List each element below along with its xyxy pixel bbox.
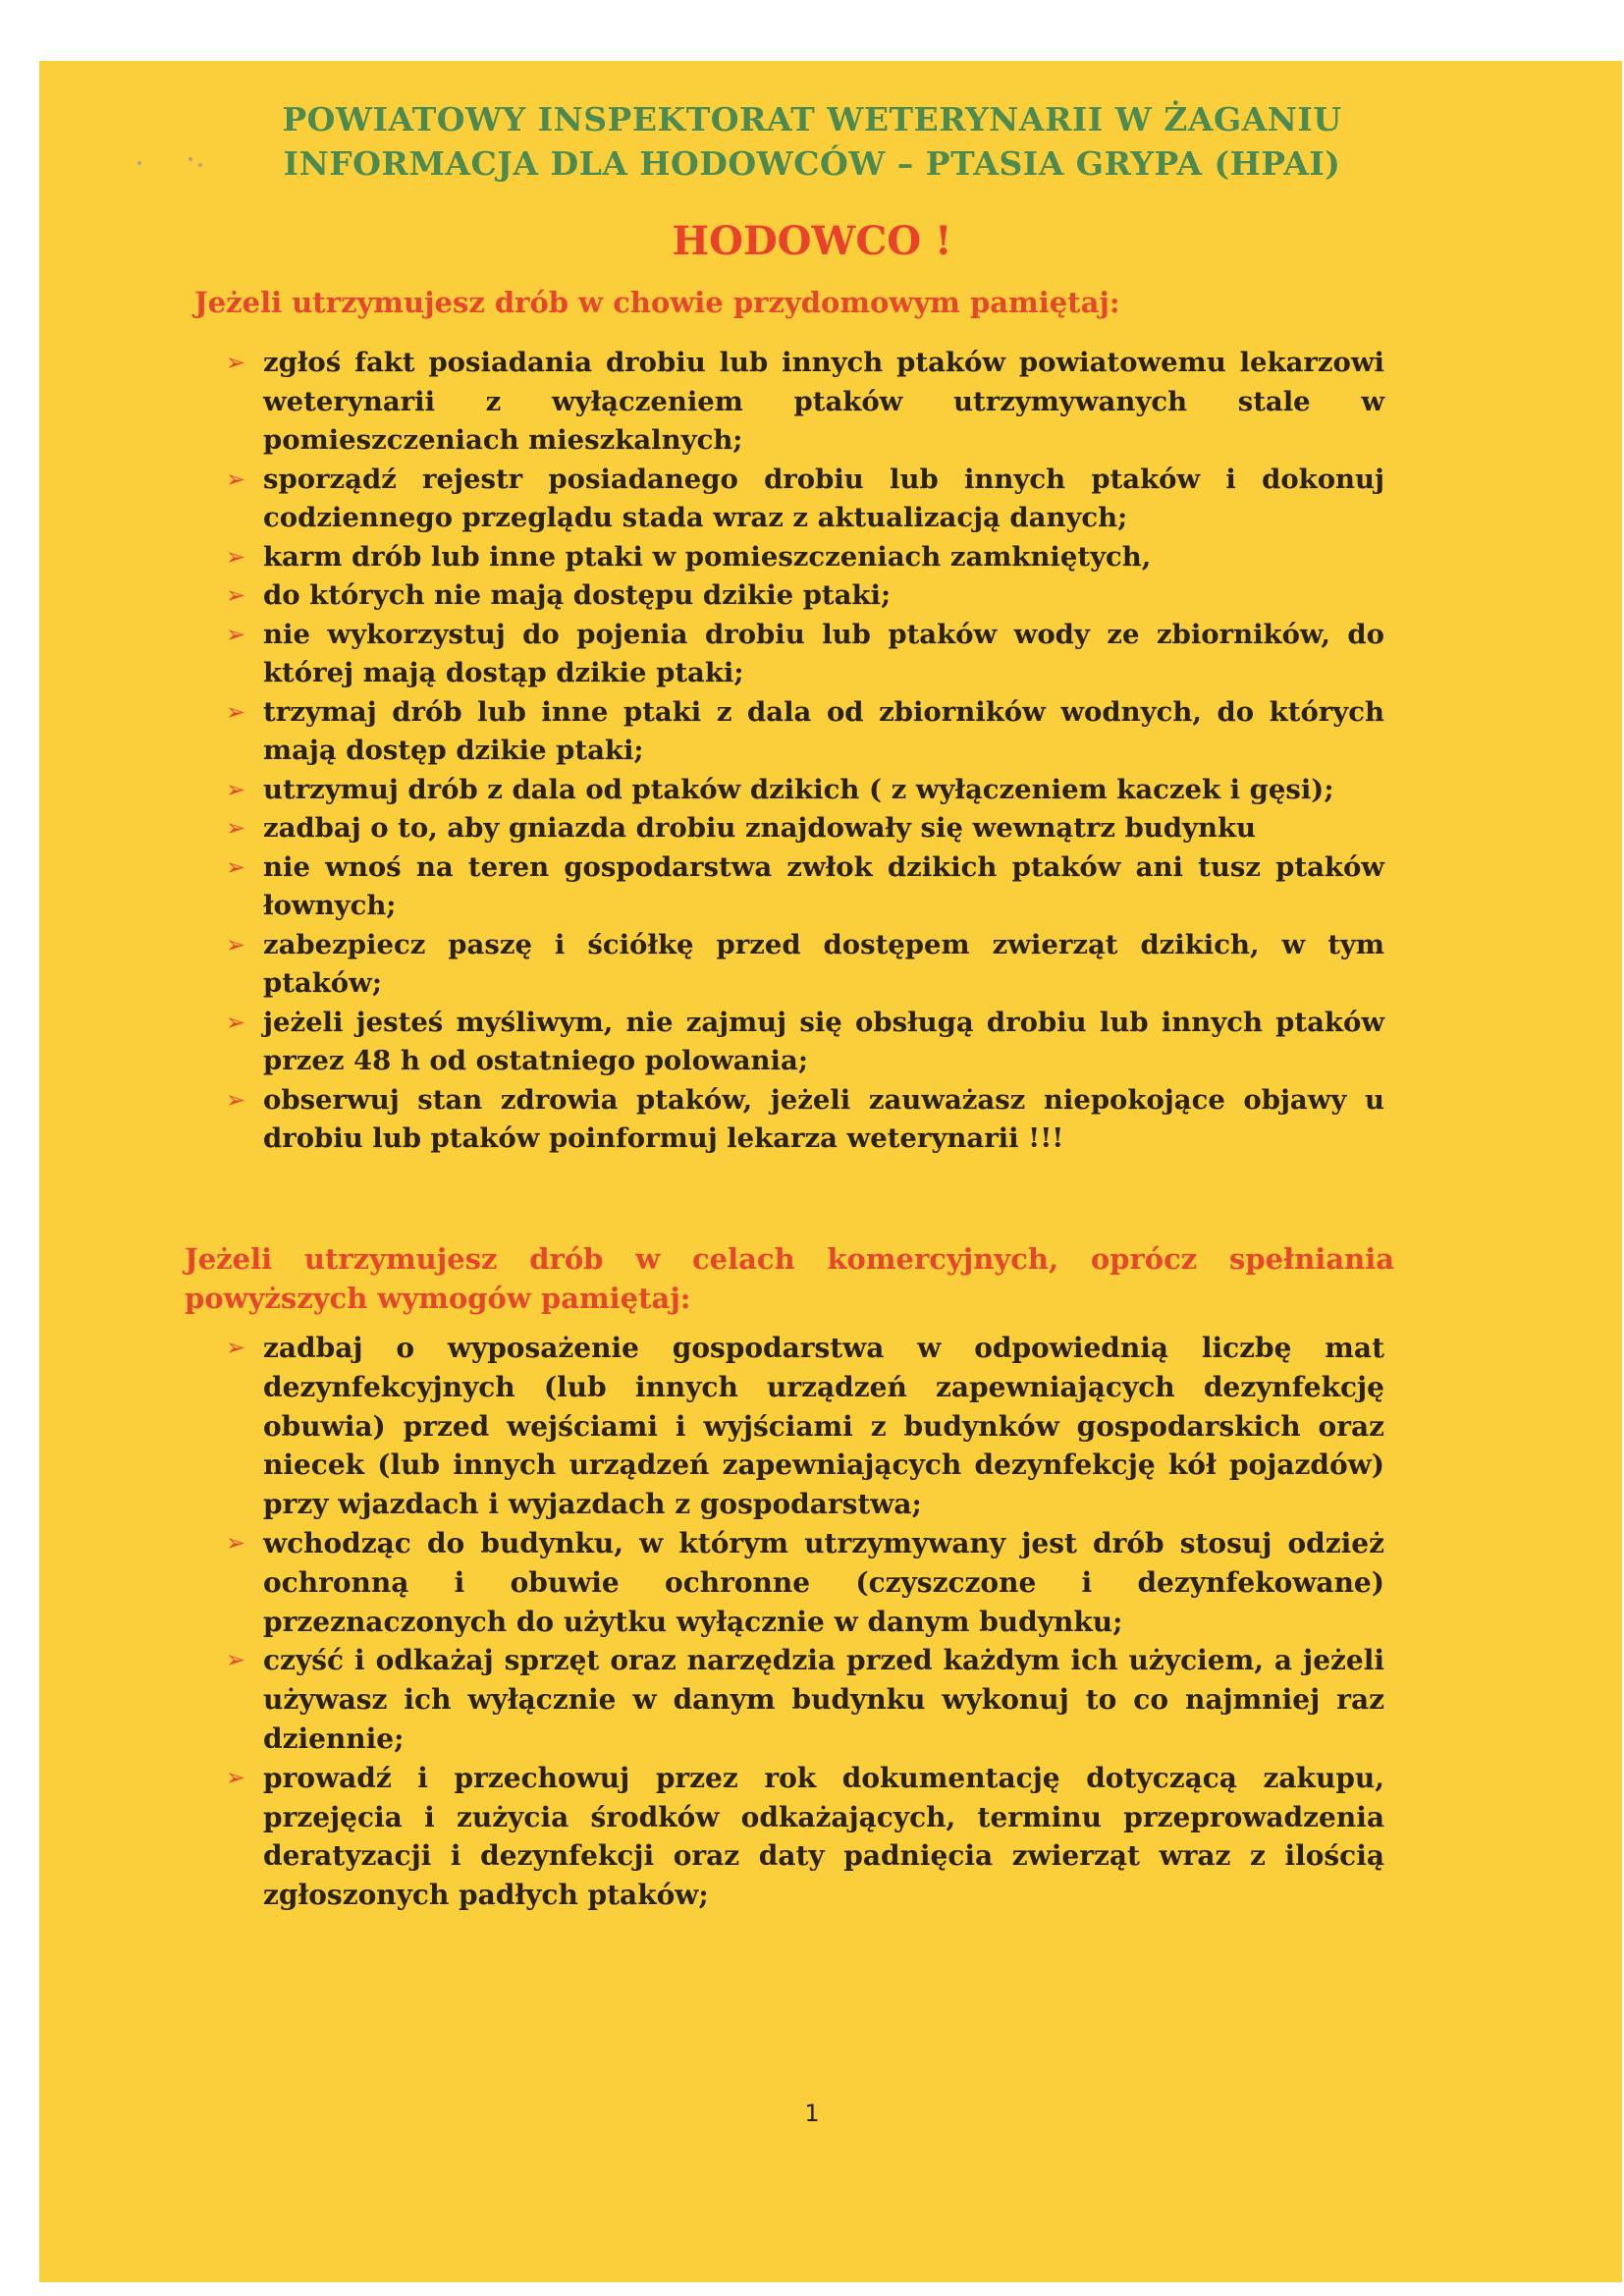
list-item-text: wchodząc do budynku, w którym utrzymywany jest drób stosuj odzież ochronną i obuwie ochronne (czyszczone i dezynfekowane) przeznaczonych do użytku wyłącznie w danym budynku; (263, 1526, 1384, 1638)
arrow-bullet-icon: ➢ (226, 620, 246, 648)
list-item-text: nie wnoś na teren gospodarstwa zwłok dzikich ptaków ani tusz ptaków łownych; (263, 850, 1384, 921)
arrow-bullet-icon: ➢ (226, 930, 246, 958)
list-item-text: czyść i odkażaj sprzęt oraz narzędzia przed każdym ich użyciem, a jeżeli używasz ich wyłącznie w danym budynku wykonuj to co najmniej raz dziennie; (263, 1644, 1384, 1755)
list-item-text: zadbaj o to, aby gniazda drobiu znajdowały się wewnątrz budynku (263, 812, 1257, 844)
arrow-bullet-icon: ➢ (226, 1334, 246, 1361)
arrow-bullet-icon: ➢ (226, 1528, 246, 1557)
list-item-text: obserwuj stan zdrowia ptaków, jeżeli zauważasz niepokojące objawy u drobiu lub ptaków poinformuj lekarza weterynarii !!! (263, 1083, 1384, 1154)
list-item (226, 1081, 1384, 1159)
list-item (226, 693, 1384, 771)
list-item (226, 461, 1384, 538)
arrow-bullet-icon: ➢ (226, 1763, 246, 1791)
arrow-bullet-icon: ➢ (226, 1085, 246, 1114)
list-item (226, 616, 1384, 693)
list-item (226, 926, 1384, 1004)
section-heading-backyard: Jeżeli utrzymujesz drób w chowie przydomowym pamiętaj: (194, 286, 1120, 319)
list-item-text: karm drób lub inne ptaki w pomieszczeniach zamkniętych, (263, 540, 1152, 573)
list-item (226, 809, 1384, 848)
header-line-1: POWIATOWY INSPEKTORAT WETERYNARII W ŻAGANIU (282, 100, 1342, 138)
list-item-text: nie wykorzystuj do pojenia drobiu lub ptaków wody ze zbiorników, do której mają dostąp dzikie ptaki; (263, 618, 1384, 688)
arrow-bullet-icon: ➢ (226, 814, 246, 842)
list-item (226, 344, 1384, 461)
list-item (226, 848, 1384, 926)
list-item-text: zgłoś fakt posiadania drobiu lub innych ptaków powiatowemu lekarzowi weterynarii z wyłączeniem ptaków utrzymywanych stale w pomieszczeniach mieszkalnych; (263, 347, 1384, 456)
list-item (226, 771, 1384, 810)
list-item-text: zabezpiecz paszę i ściółkę przed dostępem zwierząt dzikich, w tym ptaków; (263, 928, 1384, 999)
list-item (226, 576, 1384, 616)
greeting-heading: HODOWCO ! (672, 218, 952, 264)
arrow-bullet-icon: ➢ (226, 1008, 246, 1036)
list-item (226, 1641, 1384, 1758)
list-item (226, 1329, 1384, 1524)
list-item (226, 1524, 1384, 1641)
arrow-bullet-icon: ➢ (226, 581, 246, 609)
arrow-bullet-icon: ➢ (226, 775, 246, 803)
list-item-text: utrzymuj drób z dala od ptaków dzikich ( z wyłączeniem kaczek i gęsi); (263, 773, 1334, 805)
list-item-text: zadbaj o wyposażenie gospodarstwa w odpowiednią liczbę mat dezynfekcyjnych (lub innych urządzeń zapewniających dezynfekcję obuwia) przed wejściami i wyjściami z budynków gospodarskich oraz niecek (lub innych urządzeń zapewniających dezynfekcję kół pojazdów) przy wjazdach i wyjazdach z gospodarstwa; (263, 1332, 1384, 1521)
arrow-bullet-icon: ➢ (226, 542, 246, 571)
list-item-text: sporządź rejestr posiadanego drobiu lub innych ptaków i dokonuj codziennego przeglądu stada wraz z aktualizacją danych; (263, 463, 1384, 533)
list-item-text: jeżeli jesteś myśliwym, nie zajmuj się obsługą drobiu lub innych ptaków przez 48 h od ostatniego polowania; (263, 1006, 1384, 1076)
list-item-text: prowadź i przechowuj przez rok dokumentację dotyczącą zakupu, przejęcia i zużycia środków odkażających, terminu przeprowadzenia deratyzacji i dezynfekcji oraz daty padnięcia zwierząt wraz z ilością zgłoszonych padłych ptaków; (263, 1761, 1384, 1912)
header-line-2: INFORMACJA DLA HODOWCÓW – PTASIA GRYPA (HPAI) (283, 144, 1341, 183)
commercial-rules-list (226, 1329, 1384, 1915)
arrow-bullet-icon: ➢ (226, 852, 246, 881)
arrow-bullet-icon: ➢ (226, 465, 246, 493)
list-item-text: trzymaj drób lub inne ptaki z dala od zbiorników wodnych, do których mają dostęp dzikie ptaki; (263, 695, 1384, 766)
list-item (226, 1004, 1384, 1081)
list-item (226, 538, 1384, 577)
arrow-bullet-icon: ➢ (226, 1646, 246, 1674)
list-item-text: do których nie mają dostępu dzikie ptaki; (263, 579, 892, 611)
arrow-bullet-icon: ➢ (226, 697, 246, 726)
page-number: 1 (804, 2100, 820, 2127)
backyard-rules-list (226, 344, 1384, 1159)
section-heading-commercial: Jeżeli utrzymujesz drób w celach komercyjnych, oprócz spełniania powyższych wymogów pamiętaj: (185, 1242, 1394, 1315)
list-item (226, 1759, 1384, 1915)
arrow-bullet-icon: ➢ (226, 349, 246, 376)
